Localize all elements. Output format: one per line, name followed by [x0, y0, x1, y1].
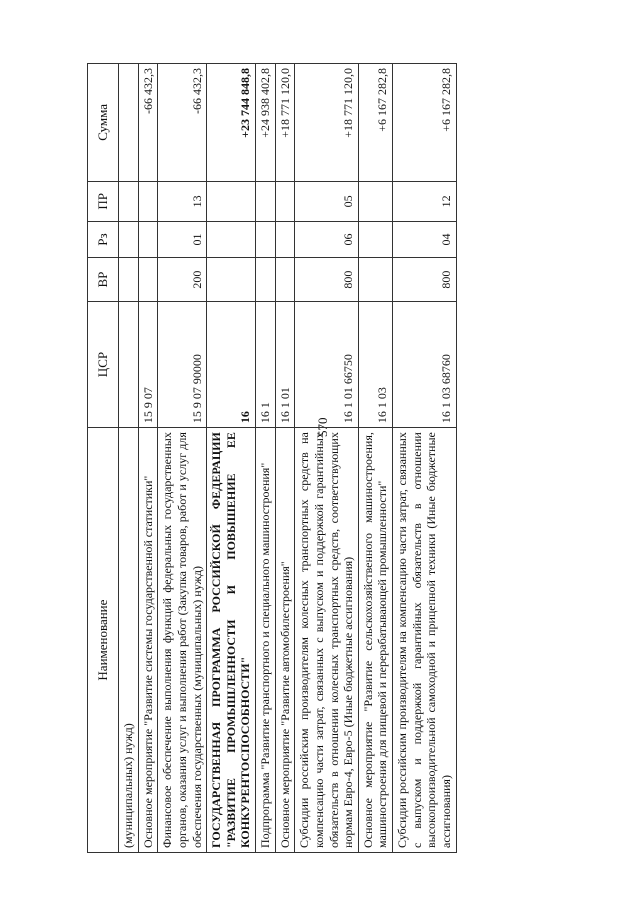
- cell-csr: 16 1 01 66750: [295, 301, 359, 427]
- cell-sum: [119, 64, 139, 182]
- cell-pr: [256, 181, 276, 221]
- budget-table: [87, 63, 457, 853]
- cell-name: Основное мероприятие "Развитие системы государственной статистики": [138, 428, 158, 853]
- cell-pr: 13: [158, 181, 207, 221]
- cell-pr: [119, 181, 139, 221]
- rotated-table-container: [87, 63, 597, 853]
- cell-csr: 16 1 03 68760: [393, 301, 457, 427]
- cell-name: Финансовое обеспечение выполнения функций федеральных государственных органов, оказания услуг и выполнения работ (Закупка товаров, работ и услуг для обеспечения государственных (муниципальных) нужд): [158, 428, 207, 853]
- cell-vr: 800: [295, 258, 359, 302]
- cell-sum: -66 432,3: [158, 64, 207, 182]
- cell-sum: +24 938 402,8: [256, 64, 276, 182]
- cell-sum: +18 771 120,0: [275, 64, 295, 182]
- cell-name: Основное мероприятие "Развитие автомобилестроения": [275, 428, 295, 853]
- cell-vr: [138, 258, 158, 302]
- cell-name: (муниципальных) нужд): [119, 428, 139, 853]
- cell-name: Субсидии российским производителям на компенсацию части затрат, связанных с выпуском и поддержкой гарантийных обязательств в отношении высокопроизводительной самоходной и прицепной техники (Иные бюджетные ассигнования): [393, 428, 457, 853]
- cell-pr: [358, 181, 392, 221]
- table-row: [138, 64, 158, 853]
- cell-rz: 01: [158, 221, 207, 257]
- cell-rz: [138, 221, 158, 257]
- cell-name: Основное мероприятие "Развитие сельскохозяйственного машиностроения, машиностроения для пищевой и перерабатывающей промышленности": [358, 428, 392, 853]
- header-rz: Рз: [88, 221, 119, 257]
- cell-csr: 15 9 07: [138, 301, 158, 427]
- cell-vr: [207, 258, 256, 302]
- cell-vr: [275, 258, 295, 302]
- table-row: [358, 64, 392, 853]
- cell-rz: [119, 221, 139, 257]
- table-row: [119, 64, 139, 853]
- cell-sum: -66 432,3: [138, 64, 158, 182]
- cell-csr: 16 1: [256, 301, 276, 427]
- cell-pr: [275, 181, 295, 221]
- cell-vr: 200: [158, 258, 207, 302]
- table-row: [158, 64, 207, 853]
- cell-vr: [119, 258, 139, 302]
- cell-sum: +18 771 120,0: [295, 64, 359, 182]
- cell-vr: [256, 258, 276, 302]
- cell-pr: 12: [393, 181, 457, 221]
- header-csr: ЦСР: [88, 301, 119, 427]
- cell-pr: [207, 181, 256, 221]
- cell-sum: +6 167 282,8: [358, 64, 392, 182]
- table-row: [256, 64, 276, 853]
- cell-rz: 06: [295, 221, 359, 257]
- cell-pr: [138, 181, 158, 221]
- cell-csr: 16 1 01: [275, 301, 295, 427]
- cell-csr: [119, 301, 139, 427]
- cell-rz: [256, 221, 276, 257]
- header-sum: Сумма: [88, 64, 119, 182]
- cell-rz: [358, 221, 392, 257]
- cell-name: Субсидии российским производителям колесных транспортных средств на компенсацию части затрат, связанных с выпуском и поддержкой гарантийных обязательств в отношении колесных транспортных средств, соответствующих нормам Евро-4, Евро-5 (Иные бюджетные ассигнования): [295, 428, 359, 853]
- cell-name: ГОСУДАРСТВЕННАЯ ПРОГРАММА РОССИЙСКОЙ ФЕДЕРАЦИИ "РАЗВИТИЕ ПРОМЫШЛЕННОСТИ И ПОВЫШЕНИЕ ЕЕ КОНКУРЕНТОСПОСОБНОСТИ": [207, 428, 256, 853]
- cell-name: Подпрограмма "Развитие транспортного и специального машиностроения": [256, 428, 276, 853]
- table-row: [295, 64, 359, 853]
- cell-csr: 16: [207, 301, 256, 427]
- header-vr: ВР: [88, 258, 119, 302]
- cell-rz: [207, 221, 256, 257]
- cell-rz: [275, 221, 295, 257]
- cell-csr: 15 9 07 90000: [158, 301, 207, 427]
- cell-pr: 05: [295, 181, 359, 221]
- cell-rz: 04: [393, 221, 457, 257]
- cell-csr: 16 1 03: [358, 301, 392, 427]
- header-name: Наименование: [88, 428, 119, 853]
- cell-vr: [358, 258, 392, 302]
- table-row: [393, 64, 457, 853]
- page-number: 570: [315, 417, 330, 437]
- cell-sum: +23 744 848,8: [207, 64, 256, 182]
- cell-sum: +6 167 282,8: [393, 64, 457, 182]
- table-row: [275, 64, 295, 853]
- header-pr: ПР: [88, 181, 119, 221]
- cell-vr: 800: [393, 258, 457, 302]
- table-header-row: [88, 64, 119, 853]
- table-row: [207, 64, 256, 853]
